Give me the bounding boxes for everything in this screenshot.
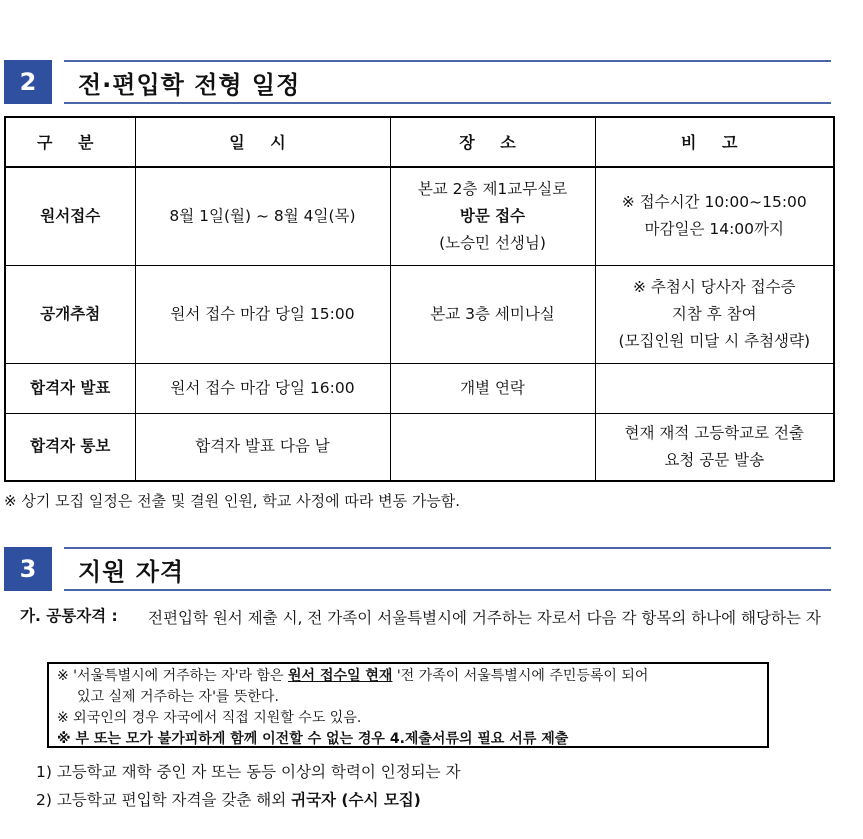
- column-header: 비 고: [595, 117, 834, 167]
- list-item-text: 2) 고등학교 편입학 자격을 갖춘 해외: [36, 791, 292, 809]
- column-header: 구 분: [5, 117, 135, 167]
- row-date: 합격자 발표 다음 날: [135, 413, 390, 481]
- schedule-footnote: ※ 상기 모집 일정은 전출 및 결원 인원, 학교 사정에 따라 변동 가능함.: [4, 492, 461, 510]
- list-item-emphasis: 귀국자 (수시 모집): [291, 791, 421, 809]
- row-place: [390, 413, 595, 481]
- row-label: 합격자 통보: [5, 413, 135, 481]
- row-date: 원서 접수 마감 당일 15:00: [135, 265, 390, 363]
- row-label: 합격자 발표: [5, 363, 135, 413]
- row-place: 개별 연락: [390, 363, 595, 413]
- row-note: [595, 413, 834, 481]
- place-line: (노승민 선생님): [439, 233, 546, 252]
- note-line: ※ 접수시간 10:00~15:00: [621, 193, 807, 212]
- row-date: 8월 1일(월) ~ 8월 4일(목): [135, 167, 390, 265]
- table-row: [5, 363, 834, 413]
- notice-line: [57, 666, 759, 687]
- note-line: (모집인원 미달 시 추첨생략): [618, 331, 811, 350]
- notice-text: ※ '서울특별시에 거주하는 자'라 함은: [57, 668, 289, 684]
- section3-header: [4, 547, 831, 591]
- column-header: 일 시: [135, 117, 390, 167]
- section-title: 지원 자격: [78, 557, 185, 586]
- section-rule: [64, 589, 831, 591]
- column-header: 장 소: [390, 117, 595, 167]
- row-place: [390, 167, 595, 265]
- row-date: 원서 접수 마감 당일 16:00: [135, 363, 390, 413]
- list-item: 1) 고등학교 재학 중인 자 또는 동등 이상의 학력이 인정되는 자: [36, 763, 461, 781]
- note-line: 현재 재적 고등학교로 전출: [624, 423, 804, 442]
- row-note: [595, 363, 834, 413]
- notice-text: '전 가족이 서울특별시에 주민등록이 되어: [392, 668, 649, 684]
- notice-line: ※ 부 또는 모가 불가피하게 함께 이전할 수 없는 경우 4.제출서류의 필요 서류 제출: [57, 731, 569, 747]
- section-title: 전·편입학 전형 일정: [78, 70, 301, 99]
- place-line: 방문 접수: [459, 206, 526, 225]
- notice-emphasis: 원서 접수일 현재: [288, 668, 393, 684]
- table-row: [5, 167, 834, 265]
- section-number: 2: [4, 60, 52, 104]
- row-note: [595, 265, 834, 363]
- note-line: 요청 공문 발송: [664, 450, 765, 469]
- table-row: [5, 265, 834, 363]
- qualification-text: 전편입학 원서 제출 시, 전 가족이 서울특별시에 거주하는 자로서 다음 각 항목의 하나에 해당하는 자: [148, 609, 821, 627]
- section-rule: [64, 102, 831, 104]
- section-number: 3: [4, 547, 52, 591]
- list-item: [36, 788, 421, 810]
- note-line: 지참 후 참여: [671, 304, 757, 323]
- row-label: 공개추첨: [5, 265, 135, 363]
- table-header-row: [5, 117, 834, 167]
- table-row: [5, 413, 834, 481]
- notice-box: [47, 662, 769, 748]
- place-line: 본교 2층 제1교무실로: [417, 179, 568, 198]
- row-place: 본교 3층 세미나실: [390, 265, 595, 363]
- notice-line: 있고 실제 거주하는 자'를 뜻한다.: [77, 689, 279, 705]
- row-label: 원서접수: [5, 167, 135, 265]
- section2-header: [4, 60, 831, 104]
- note-line: ※ 추첨시 당사자 접수증: [632, 277, 796, 296]
- notice-line: ※ 외국인의 경우 자국에서 직접 지원할 수도 있음.: [57, 710, 362, 726]
- qualification-label: 가. 공통자격 :: [20, 607, 118, 625]
- schedule-table: [4, 116, 835, 482]
- row-note: [595, 167, 834, 265]
- note-line: 마감일은 14:00까지: [644, 220, 784, 239]
